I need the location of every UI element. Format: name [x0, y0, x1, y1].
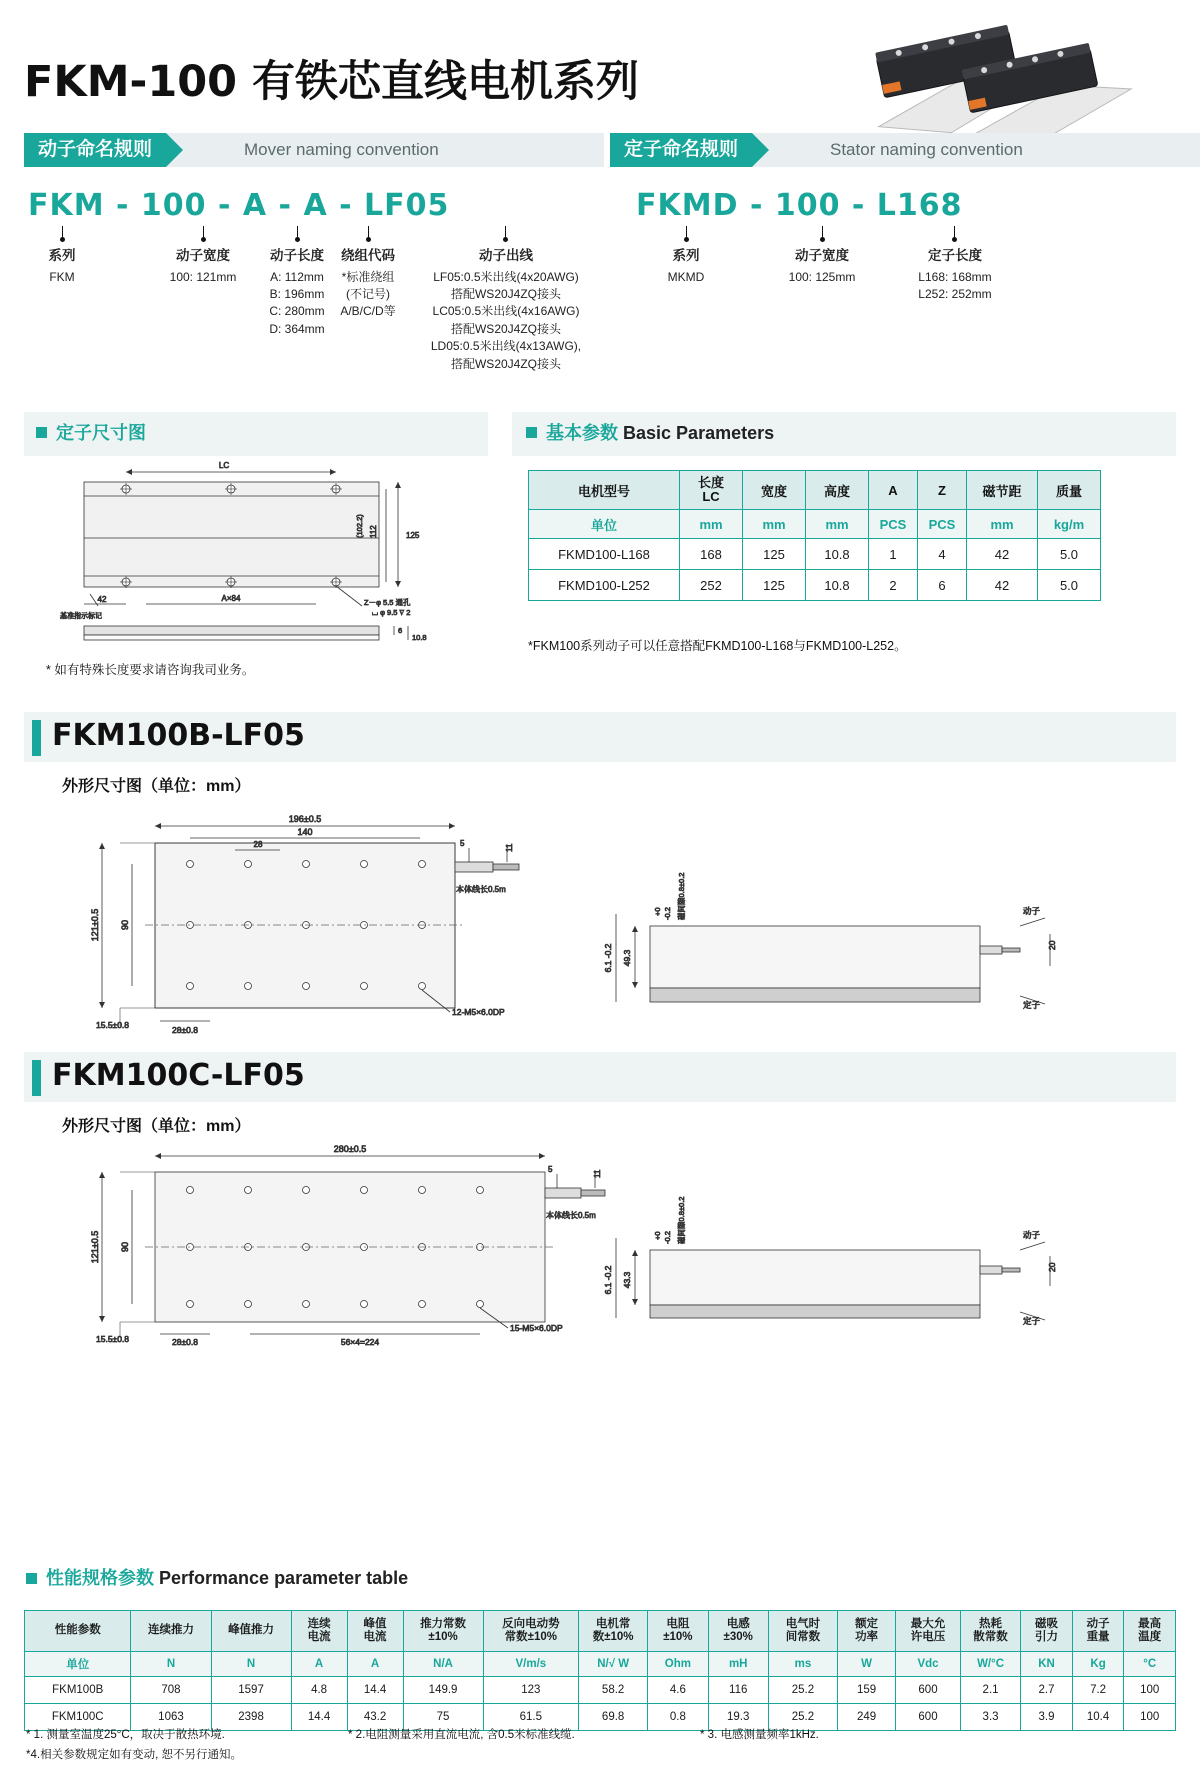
- svg-text:5: 5: [460, 839, 465, 848]
- mover-col-1: 动子宽度 100: 121mm: [169, 248, 237, 284]
- h-16: 最高 温度: [1124, 1611, 1176, 1652]
- performance-table: [24, 1610, 1176, 1731]
- basic-params-heading: 基本参数 Basic Parameters: [546, 423, 775, 443]
- model-b-subtitle: 外形尺寸图（单位：mm）: [62, 778, 251, 795]
- svg-text:动子: 动子: [1023, 906, 1041, 916]
- h-9: 电感 ±30%: [708, 1611, 768, 1652]
- h-14: 磁吸 引力: [1021, 1611, 1073, 1652]
- page-title: FKM-100 有铁芯直线电机系列: [24, 57, 640, 107]
- svg-text:(102.2): (102.2): [355, 514, 364, 538]
- svg-text:20: 20: [1047, 1262, 1057, 1272]
- model-c-band-bar: [32, 1060, 41, 1096]
- svg-text:磁间隙0.8±0.2: 磁间隙0.8±0.2: [677, 872, 686, 920]
- svg-text:20: 20: [1047, 940, 1057, 950]
- svg-text:-0.2: -0.2: [663, 907, 672, 920]
- model-b-band-bar: [32, 720, 41, 756]
- h-7: 电机常 数±10%: [579, 1611, 648, 1652]
- table-row: FKMD100-L252 252 125 10.8 2 6 42 5.0: [529, 570, 1101, 601]
- h-13: 热耗 散常数: [960, 1611, 1020, 1652]
- performance-heading: 性能规格参数 Performance parameter table: [46, 1568, 409, 1588]
- mover-code-line: FKM - 100 - A - A - LF05: [28, 188, 450, 223]
- stator-naming-banner: [610, 133, 1176, 167]
- svg-text:-0.2: -0.2: [663, 1231, 672, 1244]
- stator-col-0: 系列 MKMD: [667, 248, 705, 284]
- svg-text:11: 11: [593, 1169, 602, 1178]
- model-c-title: FKM100C-LF05: [52, 1058, 305, 1093]
- table-row: FKMD100-L168 168 125 10.8 1 4 42 5.0: [529, 539, 1101, 570]
- svg-text:112: 112: [369, 525, 378, 538]
- model-b-title: FKM100B-LF05: [52, 718, 305, 753]
- h-3: 连续 电流: [291, 1611, 347, 1652]
- svg-text:LC: LC: [218, 461, 230, 470]
- svg-text:磁间隙0.8±0.2: 磁间隙0.8±0.2: [677, 1196, 686, 1244]
- svg-text:42: 42: [97, 595, 107, 604]
- stator-naming-tag: 定子命名规则: [610, 133, 752, 167]
- svg-text:90: 90: [120, 1241, 130, 1253]
- svg-text:12-M5×6.0DP: 12-M5×6.0DP: [452, 1007, 505, 1017]
- mover-col-4: 动子出线 LF05:0.5米出线(4x20AWG) 搭配WS20J4ZQ接头 LC05:0.5米出线(4x16AWG) 搭配WS20J4ZQ接头 LD05:0.5米出线(4x13AWG), 搭配WS20J4ZQ接头: [430, 248, 582, 371]
- h-5: 推力常数 ±10%: [403, 1611, 483, 1652]
- h-1: 连续推力: [131, 1611, 211, 1652]
- h-0: 性能参数: [25, 1611, 131, 1652]
- h-10: 电气时 间常数: [768, 1611, 837, 1652]
- model-c-subtitle: 外形尺寸图（单位：mm）: [62, 1118, 251, 1135]
- svg-text:125: 125: [406, 531, 420, 540]
- table-row: FKM100C 1063 2398 14.4 43.2 75 61.5 69.8 0.8 19.3 25.2 249 600 3.3 3.9 10.4 100: [25, 1704, 1176, 1731]
- table-unit-row: 单位 N N A A N/A V/m/s N/√ W Ohm mH ms W Vdc W/°C KN Kg °C: [25, 1652, 1176, 1677]
- header-length: 长度 LC: [680, 471, 743, 510]
- bullet-square-icon: [36, 427, 47, 438]
- svg-text:15.5±0.8: 15.5±0.8: [96, 1334, 130, 1344]
- model-b-drawing: [60, 808, 1070, 1043]
- h-8: 电阻 ±10%: [648, 1611, 708, 1652]
- svg-text:28±0.8: 28±0.8: [172, 1337, 198, 1347]
- stator-naming-subtitle: Stator naming convention: [830, 140, 1023, 159]
- svg-text:140: 140: [297, 827, 313, 837]
- stator-dim-heading: 定子尺寸图: [56, 423, 146, 443]
- svg-text:⌴ φ 9.5 ∇ 2: ⌴ φ 9.5 ∇ 2: [372, 608, 411, 617]
- svg-text:15.5±0.8: 15.5±0.8: [96, 1020, 130, 1030]
- svg-text:6: 6: [398, 626, 403, 635]
- h-2: 峰值推力: [211, 1611, 291, 1652]
- stator-col-1: 动子宽度 100: 125mm: [788, 248, 856, 284]
- svg-text:定子: 定子: [1023, 1000, 1041, 1010]
- svg-text:280±0.5: 280±0.5: [333, 1144, 367, 1154]
- stator-code-line: FKMD - 100 - L168: [636, 188, 963, 223]
- mover-col-3: 绕组代码 *标准绕组 (不记号) A/B/C/D等: [340, 248, 396, 319]
- svg-text:56×4=224: 56×4=224: [340, 1337, 380, 1347]
- h-11: 额定 功率: [838, 1611, 896, 1652]
- svg-text:本体线长0.5m: 本体线长0.5m: [456, 885, 506, 894]
- stator-dimension-drawing: [46, 458, 476, 658]
- footnote-1: * 1. 测量室温度25°C，取决于散热环境.: [26, 1729, 225, 1741]
- svg-text:10.8: 10.8: [412, 633, 427, 642]
- stator-dim-note: * 如有特殊长度要求请咨询我司业务。: [46, 663, 255, 677]
- table-header-row: [25, 1611, 1176, 1652]
- svg-text:6.1 -0.2: 6.1 -0.2: [603, 943, 613, 973]
- svg-text:90: 90: [120, 919, 130, 931]
- bullet-square-icon-2: [526, 427, 537, 438]
- svg-text:196±0.5: 196±0.5: [288, 814, 322, 824]
- svg-text:基准指示标记: 基准指示标记: [60, 613, 102, 620]
- h-6: 反向电动势 常数±10%: [483, 1611, 578, 1652]
- svg-text:A×84: A×84: [221, 594, 241, 603]
- svg-text:动子: 动子: [1023, 1230, 1041, 1240]
- table-header-row: 电机型号 长度 LC 宽度 高度 A Z 磁节距 质量: [529, 471, 1101, 510]
- svg-text:121±0.5: 121±0.5: [90, 908, 100, 942]
- h-12: 最大允 许电压: [896, 1611, 961, 1652]
- bullet-square-icon-3: [26, 1573, 37, 1584]
- model-c-drawing: [60, 1142, 1070, 1352]
- svg-text:5: 5: [548, 1165, 553, 1174]
- svg-text:28: 28: [253, 840, 263, 849]
- svg-text:15-M5×6.0DP: 15-M5×6.0DP: [510, 1323, 563, 1333]
- footnote-4: *4.相关参数规定如有变动, 恕不另行通知。: [26, 1749, 242, 1761]
- footnote-3: * 3. 电感测量频率1kHz.: [700, 1729, 819, 1741]
- svg-text:Z－φ 5.5 通孔: Z－φ 5.5 通孔: [364, 598, 411, 607]
- footnote-2: * 2.电阻测量采用直流电流, 含0.5米标准线缆.: [348, 1729, 575, 1741]
- stator-col-2: 定子长度 L168: 168mm L252: 252mm: [918, 248, 992, 301]
- svg-text:+0: +0: [653, 1231, 662, 1240]
- table-row: FKM100B 708 1597 4.8 14.4 149.9 123 58.2 4.6 116 25.2 159 600 2.1 2.7 7.2 100: [25, 1677, 1176, 1704]
- mover-col-0: 系列 FKM: [48, 248, 76, 284]
- basic-params-note: *FKM100系列动子可以任意搭配FKMD100-L168与FKMD100-L252。: [528, 639, 907, 653]
- mover-naming-banner: [24, 133, 580, 167]
- svg-text:定子: 定子: [1023, 1316, 1041, 1326]
- svg-text:本体线长0.5m: 本体线长0.5m: [546, 1211, 596, 1220]
- basic-parameters-table: [528, 470, 1101, 601]
- svg-text:11: 11: [505, 843, 514, 852]
- svg-text:49.3: 49.3: [622, 949, 632, 967]
- svg-text:28±0.8: 28±0.8: [172, 1025, 198, 1035]
- table-unit-row: 单位 mm mm mm PCS PCS mm kg/m: [529, 510, 1101, 539]
- svg-text:121±0.5: 121±0.5: [90, 1230, 100, 1264]
- mover-naming-subtitle: Mover naming convention: [244, 140, 439, 159]
- mover-naming-tag: 动子命名规则: [24, 133, 166, 167]
- product-photo: [860, 0, 1190, 140]
- mover-col-2: 动子长度 A: 112mm B: 196mm C: 280mm D: 364mm: [269, 248, 325, 336]
- h-15: 动子 重量: [1072, 1611, 1124, 1652]
- svg-text:43.3: 43.3: [622, 1271, 632, 1289]
- svg-text:+0: +0: [653, 907, 662, 916]
- svg-text:6.1 -0.2: 6.1 -0.2: [603, 1265, 613, 1295]
- h-4: 峰值 电流: [347, 1611, 403, 1652]
